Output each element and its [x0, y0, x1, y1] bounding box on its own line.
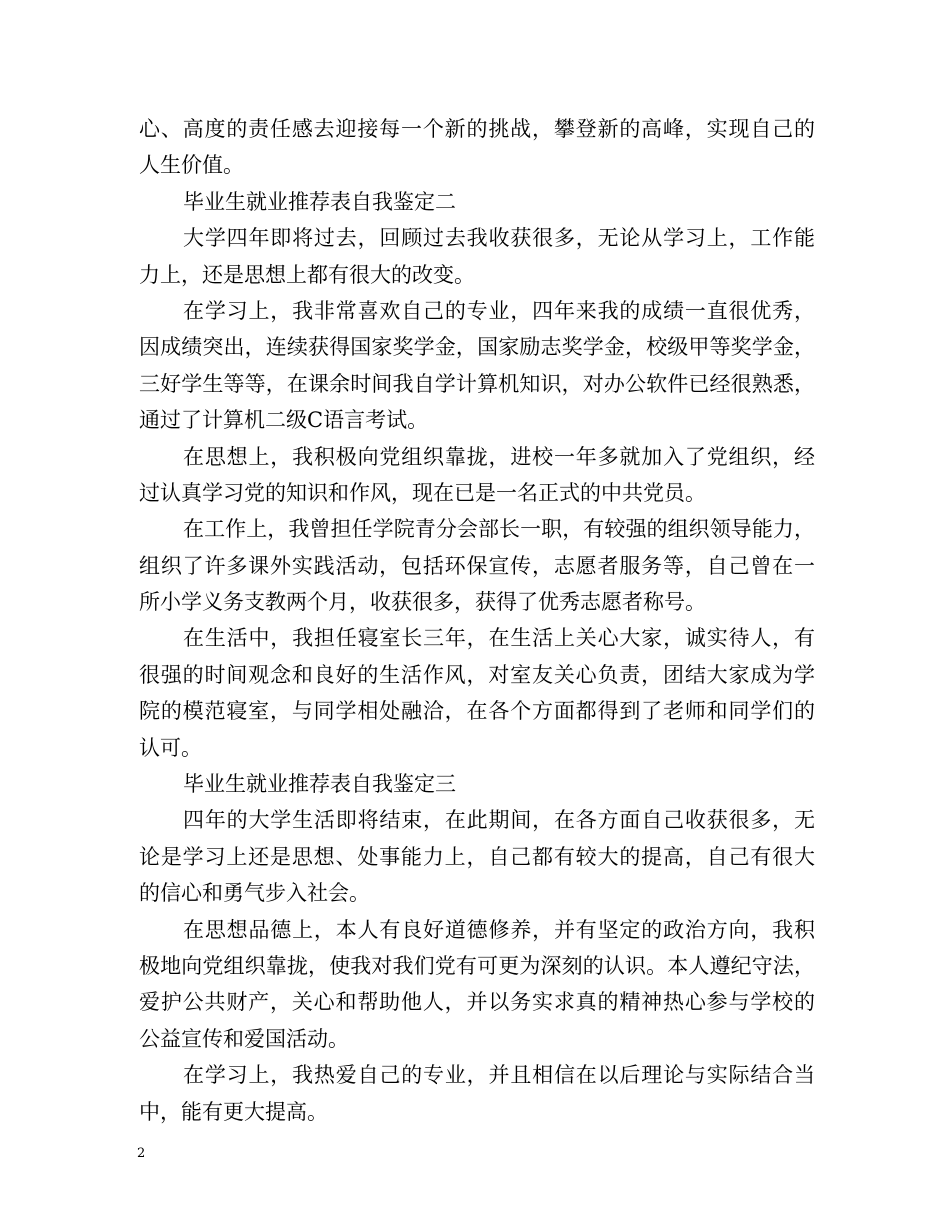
text-line: 心、高度的责任感去迎接每一个新的挑战，攀登新的高峰，实现自己的: [139, 117, 815, 141]
text-line: 爱护公共财产，关心和帮助他人，并以务实求真的精神热心参与学校的: [139, 990, 815, 1015]
text-line: 人生价值。: [139, 153, 244, 178]
text-line: 认可。: [139, 735, 202, 760]
text-line: 通过了计算机二级C语言考试。: [139, 408, 429, 433]
text-line: 过认真学习党的知识和作风，现在已是一名正式的中共党员。: [139, 480, 706, 505]
text-line: 在工作上，我曾担任学院青分会部长一职，有较强的组织领导能力，: [183, 517, 815, 542]
text-line: 在学习上，我非常喜欢自己的专业，四年来我的成绩一直很优秀，: [183, 298, 815, 323]
text-line: 所小学义务支教两个月，收获很多，获得了优秀志愿者称号。: [139, 590, 706, 615]
text-line: 三好学生等等，在课余时间我自学计算机知识，对办公软件已经很熟悉，: [139, 371, 815, 396]
text-line: 四年的大学生活即将结束，在此期间，在各方面自己收获很多，无: [183, 808, 815, 833]
section-heading: 毕业生就业推荐表自我鉴定二: [183, 189, 456, 214]
text-line: 极地向党组织靠拢，使我对我们党有可更为深刻的认识。本人遵纪守法，: [139, 953, 815, 978]
text-line: 在思想品德上，本人有良好道德修养，并有坚定的政治方向，我积: [183, 917, 815, 942]
text-line: 很强的时间观念和良好的生活作风，对室友关心负责，团结大家成为学: [139, 662, 815, 687]
text-line: 论是学习上还是思想、处事能力上，自己都有较大的提高，自己有很大: [139, 844, 815, 869]
text-line: 的信心和勇气步入社会。: [139, 881, 370, 906]
text-line: 公益宣传和爱国活动。: [139, 1026, 349, 1051]
section-heading: 毕业生就业推荐表自我鉴定三: [183, 772, 456, 797]
text-line: 因成绩突出，连续获得国家奖学金，国家励志奖学金，校级甲等奖学金，: [139, 335, 815, 360]
text-line: 组织了许多课外实践活动，包括环保宣传，志愿者服务等，自己曾在一: [139, 553, 815, 578]
text-line: 院的模范寝室，与同学相处融洽，在各个方面都得到了老师和同学们的: [139, 699, 815, 724]
text-line: 在学习上，我热爱自己的专业，并且相信在以后理论与实际结合当: [183, 1063, 815, 1088]
text-line: 大学四年即将过去，回顾过去我收获很多，无论从学习上，工作能: [183, 226, 815, 251]
text-line: 在思想上，我积极向党组织靠拢，进校一年多就加入了党组织，经: [183, 444, 815, 469]
page-number: 2: [137, 1146, 146, 1161]
text-line: 中，能有更大提高。: [139, 1099, 328, 1124]
document-body: [139, 111, 815, 1130]
text-line: 在生活中，我担任寝室长三年，在生活上关心大家，诚实待人，有: [183, 626, 815, 651]
text-line: 力上，还是思想上都有很大的改变。: [139, 262, 475, 287]
